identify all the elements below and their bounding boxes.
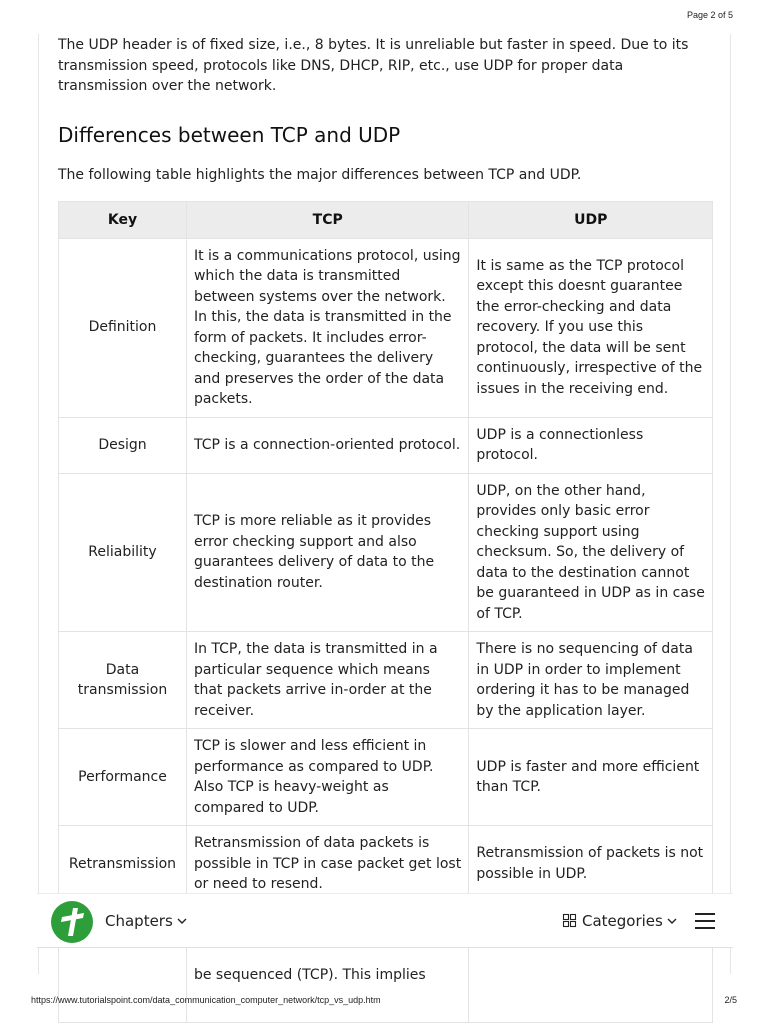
tutorialspoint-logo-icon[interactable] <box>51 901 93 943</box>
row-tcp: It is a communications protocol, using which the data is transmitted between systems over the network. In this, the data is transmitted in the form of packets. It includes error-checking, guarantees the delivery and preserves the order of the data packets. <box>186 238 468 417</box>
table-row <box>59 473 713 632</box>
chevron-down-icon <box>177 911 187 929</box>
row-udp: It is same as the TCP protocol except this doesnt guarantee the error-checking and data recovery. If you use this protocol, the data will be sent continuously, irrespective of the issues in the receiving end. <box>469 238 713 417</box>
table-row <box>59 632 713 729</box>
row-udp: UDP is a connectionless protocol. <box>469 417 713 473</box>
row-tcp: TCP is more reliable as it provides error checking support and also guarantees delivery of data to the destination router. <box>186 473 468 632</box>
bottom-navbar <box>37 893 733 948</box>
header-udp: UDP <box>469 201 713 238</box>
header-tcp: TCP <box>186 201 468 238</box>
row-tcp: be sequenced (TCP). This implies <box>186 902 468 1022</box>
row-key: Performance <box>59 729 187 826</box>
row-key: Data transmission <box>59 632 187 729</box>
table-row <box>59 826 713 903</box>
categories-dropdown[interactable] <box>563 911 677 931</box>
article-content <box>38 34 731 983</box>
header-key: Key <box>59 201 187 238</box>
row-key: Reliability <box>59 473 187 632</box>
row-tcp: TCP is a connection-oriented protocol. <box>186 417 468 473</box>
row-tcp: Retransmission of data packets is possible in TCP in case packet get lost or need to resend. <box>186 826 468 903</box>
row-udp: Retransmission of packets is not possible in UDP. <box>469 826 713 903</box>
chapters-label: Chapters <box>105 912 173 930</box>
grid-icon <box>563 913 576 931</box>
table-row <box>59 417 713 473</box>
hamburger-menu-icon[interactable] <box>695 913 715 929</box>
section-title: Differences between TCP and UDP <box>58 122 401 147</box>
categories-label: Categories <box>582 912 663 930</box>
intro-paragraph: The UDP header is of fixed size, i.e., 8 bytes. It is unreliable but faster in speed. Due to its transmission speed, protocols like DNS, DHCP, RIP, etc., use UDP for proper data transmission over the network. <box>58 37 689 94</box>
lead-paragraph: The following table highlights the major differences between TCP and UDP. <box>58 166 582 183</box>
print-footer-page: 2/5 <box>724 995 737 1005</box>
row-udp: UDP, on the other hand, provides only basic error checking support using checksum. So, the delivery of data to the destination cannot be guaranteed in UDP as in case of TCP. <box>469 473 713 632</box>
row-tcp: In TCP, the data is transmitted in a particular sequence which means that packets arrive in-order at the receiver. <box>186 632 468 729</box>
row-key: Definition <box>59 238 187 417</box>
table-row <box>59 238 713 417</box>
table-row <box>59 729 713 826</box>
row-tcp: TCP is slower and less efficient in performance as compared to UDP. Also TCP is heavy-weight as compared to UDP. <box>186 729 468 826</box>
row-udp: There is no sequencing of data in UDP in order to implement ordering it has to be managed by the application layer. <box>469 632 713 729</box>
row-key: Retransmission <box>59 826 187 903</box>
row-udp: UDP is faster and more efficient than TCP. <box>469 729 713 826</box>
table-header-row <box>59 201 713 238</box>
row-key: Design <box>59 417 187 473</box>
print-footer-url: https://www.tutorialspoint.com/data_communication_computer_network/tcp_vs_udp.htm <box>31 995 381 1005</box>
print-page-label: Page 2 of 5 <box>686 10 733 20</box>
chapters-dropdown[interactable] <box>105 911 187 930</box>
chevron-down-icon <box>667 911 677 929</box>
